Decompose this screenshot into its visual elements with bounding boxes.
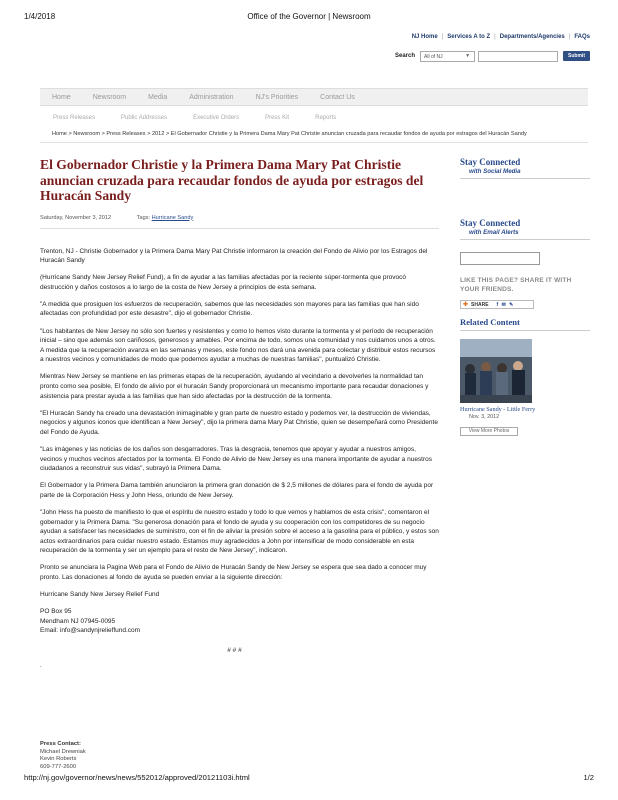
- related-content-title: Related Content: [460, 317, 520, 327]
- end-mark: # # #: [227, 647, 242, 654]
- email-line: [40, 626, 439, 636]
- page-number: 1/2: [583, 773, 594, 782]
- article-meta: [40, 215, 439, 221]
- divider: [460, 330, 590, 331]
- paragraph: (Hurricane Sandy New Jersey Relief Fund), a fin de ayudar a las familias afectadas por la reciente súper-tormenta que provocó destrucción y daños costosos a lo largo de la costa de New Jersey a principios de esta semana.: [40, 274, 406, 291]
- print-date: 1/4/2018: [24, 12, 56, 21]
- search-scope-select[interactable]: [420, 51, 475, 62]
- nav-priorities[interactable]: NJ's Priorities: [255, 93, 299, 101]
- breadcrumb[interactable]: Home > Newsroom > Press Releases > 2012 > El Gobernador Christie y la Primera Dama Mary Pat Christie anuncian cruzada para recaudar fondos de ayuda por estragos del Huracán Sandy: [52, 131, 527, 137]
- tag-link[interactable]: Hurricane Sandy: [151, 214, 194, 221]
- utility-nav: [412, 34, 590, 40]
- article-date: Saturday, November 3, 2012: [40, 214, 112, 221]
- email-alert-input[interactable]: [460, 252, 540, 265]
- sidebar: [460, 157, 590, 436]
- separator: |: [494, 34, 496, 40]
- utility-link-services[interactable]: Services A to Z: [447, 34, 491, 40]
- subnav-executive-orders[interactable]: Executive Orders: [193, 115, 240, 121]
- search-submit-button[interactable]: Submit: [563, 51, 590, 61]
- end-dot: .: [40, 662, 42, 669]
- social-icons: f ✉ ✎: [496, 301, 515, 308]
- article-body: [40, 247, 439, 672]
- related-photo[interactable]: [460, 339, 532, 403]
- nav-media[interactable]: Media: [148, 93, 168, 101]
- article-title: El Gobernador Christie y la Primera Dama Mary Pat Christie anuncian cruzada para recaudar fondos de ayuda por estragos del Huracán Sandy: [40, 157, 424, 203]
- contact-phone: 609-777-2600: [40, 763, 77, 770]
- utility-link-departments[interactable]: Departments/Agencies: [499, 34, 565, 40]
- press-contact-label: Press Contact:: [40, 741, 81, 747]
- page-url: http://nj.gov/governor/news/news/552012/approved/20121103i.html: [24, 773, 250, 782]
- paragraph: Hurricane Sandy New Jersey Relief Fund: [40, 591, 160, 599]
- print-header: [24, 12, 594, 24]
- paragraph: "Las imágenes y las noticias de los daños son desgarradores. Tras la desgracia, tenemos que apoyar y ayudar a nuestros amigos, vecinos y muchos vecinos afectados por la tormenta. El Fondo de Alivio de New Jersey es una manera importante de ayudar a nuestros ciudadanos a reconstruir sus vidas", subrayó la Primera Dama.: [40, 446, 433, 473]
- paragraph: "A medida que prosiguen los esfuerzos de recuperación, sabemos que las necesidades son mayores para las familias que han sido afectadas con profundidad por este desastre", dijo el gobernador Christie.: [40, 300, 419, 318]
- share-icon: ✚: [463, 302, 469, 308]
- subnav-press-kit[interactable]: Press Kit: [265, 115, 290, 121]
- paragraph: "John Hess ha puesto de manifiesto lo que el espíritu de nuestro estado y todo lo que vemos y hablamos de esta crisis", comentaron el gobernador y la Primera Dama. "Su generosa donación para el fondo de ayuda y su cooperación con los competidores de su negocio ayudan a satisfacer las necesidades de suministro, con el fin de aliviar la presión sobre el acceso a la gasolina para el público, y estos son actos extraordinarios para cuidar nuestro estado. Estamos muy agradecidos a John por intensificar de modo considerable en esta recuperación de la tormenta y ser un ejemplo para el resto de New Jersey", indicaron.: [40, 508, 439, 555]
- social-subtitle[interactable]: with Social Media: [469, 168, 521, 175]
- email-label: Email:: [40, 627, 60, 635]
- separator: |: [441, 34, 444, 40]
- nav-administration[interactable]: Administration: [189, 93, 234, 101]
- tags-label: Tags:: [136, 214, 151, 221]
- nav-newsroom[interactable]: Newsroom: [92, 93, 127, 101]
- chevron-down-icon: ▼: [465, 52, 471, 59]
- share-button[interactable]: [460, 300, 534, 309]
- subnav-public-addresses[interactable]: Public Addresses: [121, 115, 168, 121]
- paragraph: Mientras New Jersey se mantiene en las primeras etapas de la recuperación, ayudando al vecindario a devolverles la normalidad tan pronto como sea posible, El fondo de alivio por el huracán Sandy proporcionará un mecanismo importante para recaudar donaciones y asistencia para prestar ayuda a las familias que han sido afectadas por la destrucción de la tormenta.: [40, 373, 429, 400]
- print-page-title: Office of the Governor | Newsroom: [247, 12, 371, 21]
- sub-nav: [40, 112, 588, 124]
- main-nav: [40, 88, 588, 106]
- search-input[interactable]: [478, 51, 558, 62]
- divider: [40, 228, 439, 229]
- view-more-photos-button[interactable]: View More Photos: [460, 427, 518, 436]
- press-contact: [40, 741, 86, 771]
- email-link[interactable]: info@sandynjrelieffund.com: [59, 627, 141, 635]
- share-prompt: LIKE THIS PAGE? SHARE IT WITH YOUR FRIENDS.: [460, 277, 572, 293]
- email-alerts-subtitle[interactable]: with Email Alerts: [469, 229, 519, 236]
- search-label: Search: [395, 53, 416, 59]
- email-alerts-block: [460, 218, 590, 265]
- divider: [460, 178, 590, 179]
- paragraph: "El Huracán Sandy ha creado una devastación inimaginable y gran parte de nuestro estado y podemos ver, la destrucción de viviendas, negocios y algunos iconos que identifican a New Jersey", dijo la primera dama Mary Pat Christie, quien se desempeñará como Presidente del Fondo de Ayuda.: [40, 409, 438, 436]
- share-label: SHARE: [471, 301, 489, 308]
- social-title: Stay Connected: [460, 157, 521, 167]
- paragraph: Pronto se anunciara la Pagina Web para el Fondo de Alivio de Huracán Sandy de New Jersey se espera que sea dado a conocer muy pronto. Las donaciones al fondo de ayuda se pueden enviar a la siguiente dirección:: [40, 564, 427, 582]
- divider: [460, 239, 590, 240]
- related-caption[interactable]: Hurricane Sandy - Little Ferry: [460, 406, 536, 413]
- nav-contact[interactable]: Contact Us: [320, 93, 355, 101]
- search-scope-value: All of NJ: [424, 53, 443, 60]
- utility-link-faqs[interactable]: FAQs: [574, 34, 590, 40]
- address-line: PO Box 95: [40, 608, 72, 616]
- nav-home[interactable]: Home: [52, 93, 71, 101]
- related-photo-image: [460, 339, 532, 403]
- separator: |: [568, 34, 571, 40]
- paragraph: "Los habitantes de New Jersey no sólo son fuertes y resistentes y como lo hemos visto durante la tormenta y el período de recuperación inicial – sino que además son cariñosos, generosos y amables. Por encima de todo, somos una comunidad y nos cuidamos unos a otros. A medida que la recuperación avanza en las semanas y meses, este fondo nos dará una avenida para colectar y distribuir estos recursos a nuestros vecinos y comunidades de modo que podemos ayudar a muchas de nuestras familias", puntualizó Christie.: [40, 327, 436, 364]
- contact-name: Michael Drewniak: [40, 748, 86, 755]
- search-bar: [395, 49, 590, 63]
- subnav-reports[interactable]: Reports: [315, 115, 337, 121]
- social-block: [460, 157, 590, 179]
- paragraph: El Gobernador y la Primera Dama también anunciaron la primera gran donación de $ 2,5 millones de dólares para el fondo de ayuda por parte de la Corporación Hess y John Hess, oriundo de New Jersey.: [40, 482, 434, 499]
- related-date: Nov. 3, 2012: [469, 414, 500, 420]
- paragraph: Trenton, NJ - Christie Gobernador y la Primera Dama Mary Pat Christie informaron la creación del Fondo de Alivio por los Estragos del Huracán Sandy: [40, 247, 428, 265]
- divider: [40, 142, 588, 143]
- utility-link-nj-home[interactable]: NJ Home: [411, 34, 438, 40]
- address-line: Mendham NJ 07945-0095: [40, 617, 116, 625]
- subnav-press-releases[interactable]: Press Releases: [53, 115, 96, 121]
- contact-name: Kevin Roberts: [40, 756, 77, 763]
- email-alerts-title: Stay Connected: [460, 218, 521, 228]
- article: [40, 157, 439, 671]
